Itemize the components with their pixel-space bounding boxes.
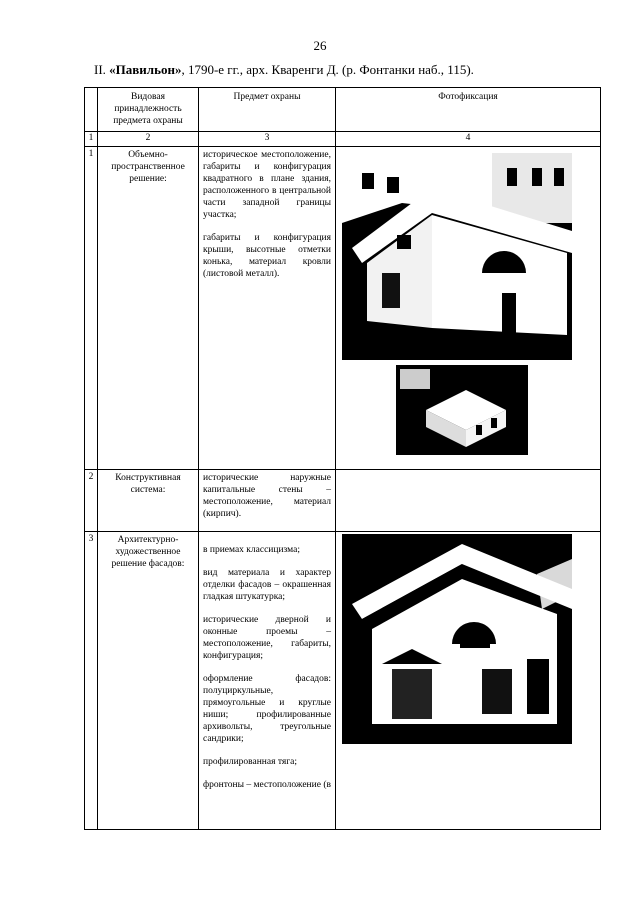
subject-paragraph: исторические наружные капитальные стены – местоположение, материал (кирпич).: [203, 473, 331, 519]
row-subject: [199, 470, 336, 532]
header-row: [85, 88, 601, 132]
row-photo-cell: [336, 470, 601, 532]
row-number: 2: [85, 470, 98, 532]
subject-paragraph: профилированная тяга;: [203, 757, 298, 767]
subject-paragraph: историческое местоположение, габариты и конфигурация квадратного в плане здания, расположенного в центральной части западной границы участка;: [203, 150, 331, 220]
row-photo-cell: [336, 147, 601, 470]
header-kind: Видовая принадлежность предмета охраны: [98, 88, 199, 132]
subject-paragraph: исторические дверной и оконные проемы – местоположение, габариты, конфигурация;: [203, 615, 331, 661]
subject-paragraph: фронтоны – местоположение (в: [203, 780, 331, 790]
subject-paragraph: вид материала и характер отделки фасадов – окрашенная гладкая штукатурка;: [203, 568, 331, 602]
subject-paragraph: в приемах классицизма;: [203, 545, 300, 555]
row-kind: Конструктивная система:: [98, 470, 199, 532]
table-row: [85, 147, 601, 470]
column-number-row: [85, 132, 601, 147]
heading-prefix: II.: [94, 62, 110, 77]
row-photo-cell: [336, 532, 601, 830]
subject-paragraph: габариты и конфигурация крыши, высотные отметки конька, материал кровли (листовой металл).: [203, 233, 331, 279]
row-subject: [199, 532, 336, 830]
pavilion-facade-photo: [342, 153, 572, 360]
header-photo: Фотофиксация: [336, 88, 601, 132]
column-number: 1: [85, 132, 98, 147]
protection-table: [84, 87, 601, 830]
column-number: 3: [199, 132, 336, 147]
column-number: 4: [336, 132, 601, 147]
column-number: 2: [98, 132, 199, 147]
page-number: 26: [313, 38, 327, 53]
row-kind: Архитектурно-художественное решение фасадов:: [98, 532, 199, 830]
subject-paragraph: оформление фасадов: полуциркульные, прямоугольные и круглые ниши; профилированные архивольты, треугольные сандрики;: [203, 674, 331, 744]
table-row: [85, 470, 601, 532]
row-kind: Объемно-пространственное решение:: [98, 147, 199, 470]
heading-object-name: «Павильон»: [109, 62, 182, 77]
row-subject: [199, 147, 336, 470]
row-number: 3: [85, 532, 98, 830]
header-subject: Предмет охраны: [199, 88, 336, 132]
heading-details: , 1790-е гг., арх. Кваренги Д. (р. Фонтанки наб., 115).: [181, 62, 474, 77]
header-num: [85, 88, 98, 132]
object-heading: [94, 62, 614, 78]
row-number: 1: [85, 147, 98, 470]
pavilion-aerial-photo: [396, 365, 528, 455]
table-row: [85, 532, 601, 830]
pavilion-facade-detail-photo: [342, 534, 572, 744]
